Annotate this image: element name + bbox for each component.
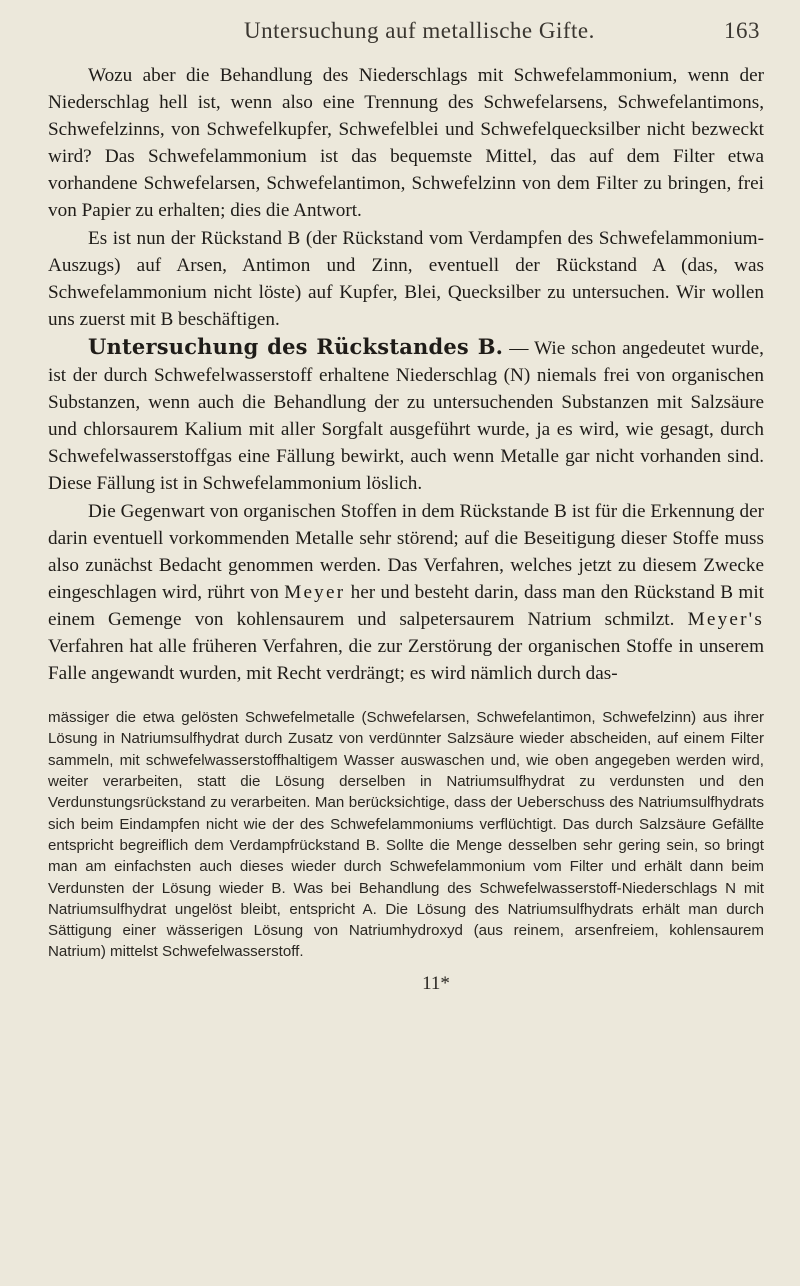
- section-heading: Untersuchung des Rückstandes B.: [88, 333, 504, 359]
- author-name-meyers: Meyer's: [687, 608, 764, 630]
- paragraph-4: [48, 498, 764, 688]
- book-page: [48, 18, 764, 995]
- paragraph-2: Es ist nun der Rückstand B (der Rückstand vom Verdampfen des Schwefelammonium-Auszugs) auf Arsen, Antimon und Zinn, eventuell der Rückstand A (das, was Schwefelammonium nicht löste) auf Kupfer, Blei, Quecksilber zu untersuchen. Wir wollen uns zuerst mit B beschäftigen.: [48, 227, 764, 330]
- sheet-signature: 11*: [422, 972, 450, 994]
- running-head-title: Untersuchung auf metallische Gifte.: [244, 18, 595, 43]
- running-head: [48, 18, 764, 58]
- paragraph-4-part-c: Verfahren hat alle früheren Verfahren, die zur Zerstörung der organischen Stoffe in unserem Falle angewandt wurden, mit Recht verdrängt; es wird nämlich durch das-: [48, 635, 764, 685]
- page-number: 163: [724, 18, 760, 43]
- paragraph-3-text: — Wie schon angedeutet wurde, ist der durch Schwefelwasserstoff erhaltene Niederschlag (N) niemals frei von organischen Substanzen, wenn auch die Behandlung der zu untersuchenden Substanzen mit Salzsäure und chlorsaurem Kalium mit aller Sorgfalt ausgeführt wurde, ja es wird, wie gesagt, durch Schwefelwasserstoffgas eine Fällung bewirkt, auch wenn Metalle gar nicht vorhanden sind. Diese Fällung ist in Schwefelammonium löslich.: [48, 337, 764, 495]
- paragraph-4-part-b: her und besteht darin, dass man den Rückstand B mit einem Gemenge von kohlensaurem und salpetersaurem Natrium schmilzt.: [48, 581, 764, 630]
- main-text: [48, 62, 764, 687]
- paragraph-3: [48, 333, 764, 498]
- paragraph-4-part-a: Die Gegenwart von organischen Stoffen in dem Rückstande B ist für die Erkennung der darin eventuell vorkommenden Metalle sehr störend; auf die Beseitigung dieser Stoffe muss also zunächst Bedacht genommen werden. Das Verfahren, welches jetzt zu diesem Zwecke eingeschlagen wird, rührt von: [48, 500, 764, 603]
- footnote-text: mässiger die etwa gelösten Schwefelmetalle (Schwefelarsen, Schwefelantimon, Schwefelzinn) aus ihrer Lösung in Natriumsulfhydrat durch Zusatz von verdünnter Salzsäure wieder abscheiden, auf einem Filter sammeln, mit schwefelwasserstoffhaltigem Wasser auswaschen und, wie oben angegeben werden wird, weiter verarbeiten, statt die Lösung derselben in Natriumsulfhydrat zu verdunsten und den Verdunstungsrückstand zu verarbeiten. Man berücksichtige, dass der Ueberschuss des Natriumsulfhydrats sich beim Eindampfen nicht wie der des Schwefelammoniums verflüchtigt. Das durch Salzsäure Gefällte entspricht begreiflich dem Verdampfrückstand B. Sollte die Menge desselben sehr gering sein, so bringt man am einfachsten auch dieses wieder durch Schwefelammonium vom Filter und erhält dann beim Verdunsten der Lösung wieder B. Was bei Behandlung des Schwefelwasserstoff-Niederschlags N mit Natriumsulfhydrat ungelöst bleibt, entspricht A. Die Lösung des Natriumsulfhydrats erhält man durch Sättigung einer wässerigen Lösung von Natriumhydroxyd (aus reinem, arsenfreiem, kohlensaurem Natrium) mittelst Schwefelwasserstoff.: [48, 709, 764, 961]
- paragraph-1: Wozu aber die Behandlung des Niederschlags mit Schwefelammonium, wenn der Niederschlag hell ist, wenn also eine Trennung des Schwefelarsens, Schwefelantimons, Schwefelzinns, von Schwefelkupfer, Schwefelblei und Schwefelquecksilber nicht bezweckt wird? Das Schwefelammonium ist das bequemste Mittel, das auf dem Filter etwa vorhandene Schwefelarsen, Schwefelantimon, Schwefelzinn von dem Filter zu bringen, frei von Papier zu erhalten; dies die Antwort.: [48, 65, 764, 222]
- author-name-meyer: Meyer: [284, 581, 346, 603]
- footnote: [48, 707, 764, 963]
